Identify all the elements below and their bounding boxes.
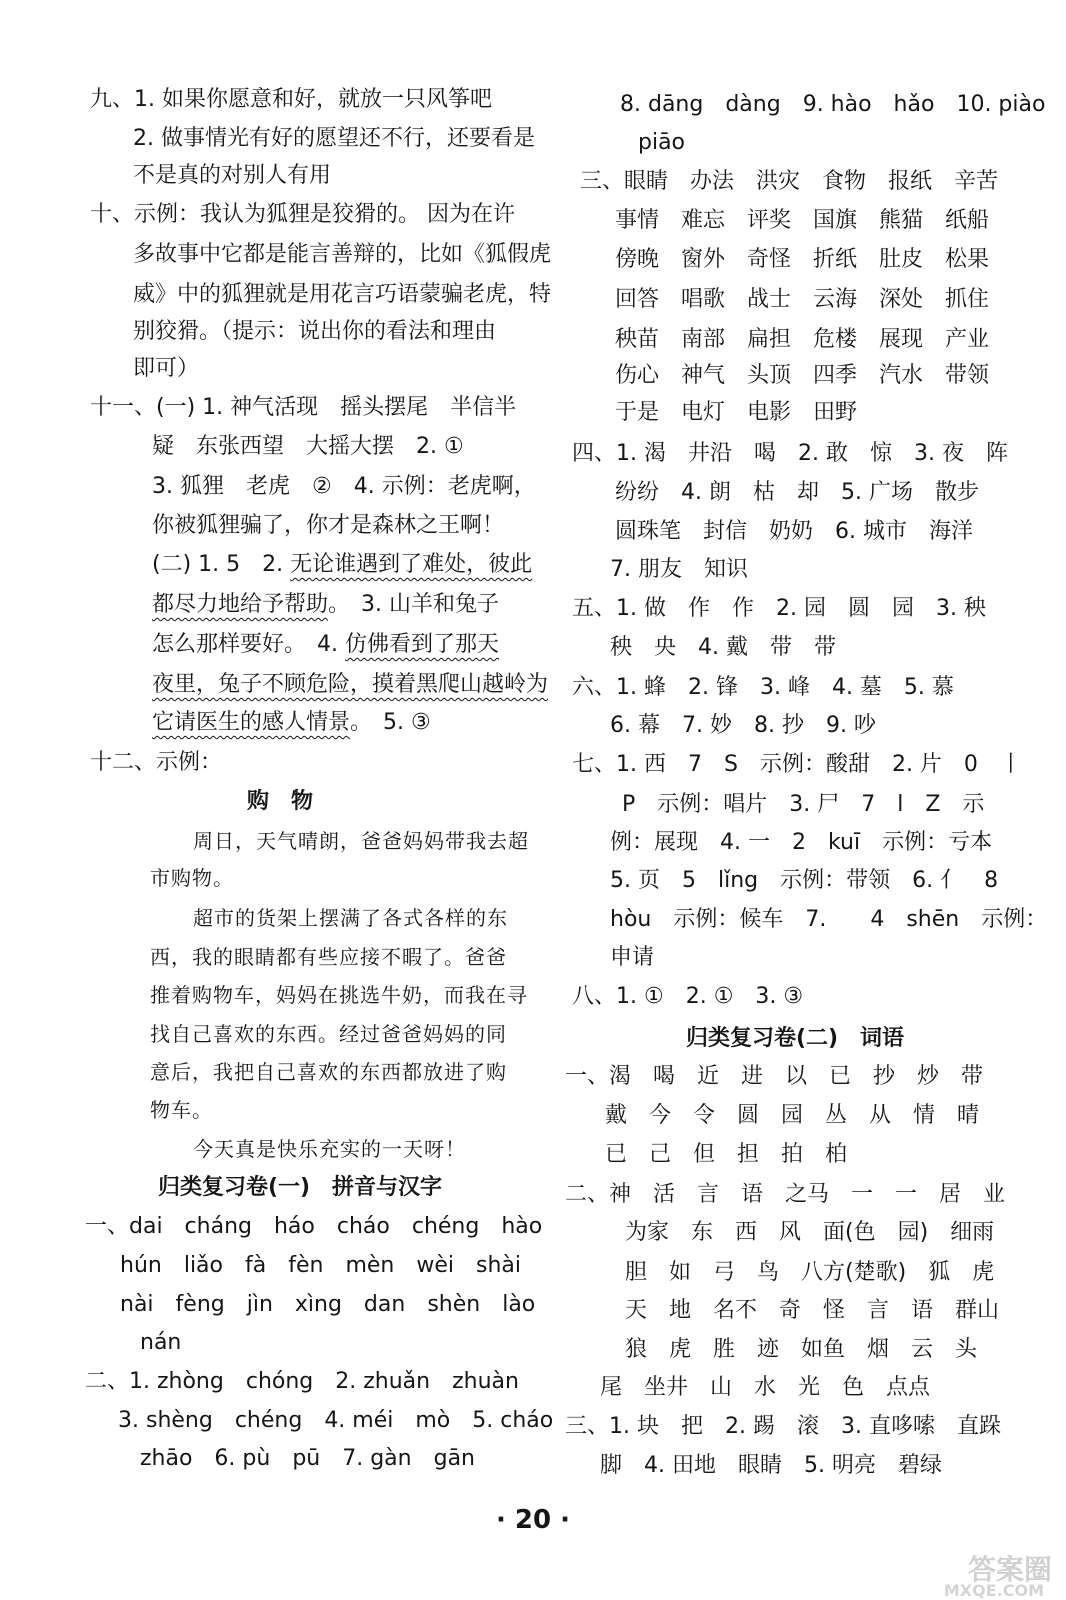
pinyin-answer-1-line1: 一、dai cháng háo cháo chéng hào [85,1214,543,1239]
word-answer-2-line6: 尾 坐井 山 水 光 色 点点 [600,1375,931,1400]
answer-7-line1: 七、1. 西 7 S 示例：酸甜 2. 片 0 丨 [572,752,1022,777]
answer-3-line4: 回答 唱歌 战士 云海 深处 抓住 [615,287,990,312]
answer-11-line6 [152,590,499,620]
answer-3-line1: 三、眼睛 办法 洪灾 食物 报纸 辛苦 [580,169,999,194]
word-answer-3-line1: 三、1. 块 把 2. 踢 滚 3. 直哆嗦 直跺 [565,1414,1001,1439]
pinyin-answer-2-line2: 3. shèng chéng 4. méi mò 5. cháo [118,1408,554,1433]
essay-line: 物车。 [150,1098,213,1122]
answer-7-line4: 5. 页 5 lǐng 示例：带领 6. 亻 8 [610,868,999,893]
answer-3-line5: 秧苗 南部 扁担 危楼 展现 产业 [615,327,990,352]
essay-line: 超市的货架上摆满了各式各样的东 [193,906,508,930]
answer-11-line2: 疑 东张西望 大摇大摆 2. ① [152,434,464,459]
word-answer-2-line5: 狼 虎 胜 迹 如鱼 烟 云 头 [625,1337,978,1362]
answer-8: 八、1. ① 2. ① 3. ③ [572,984,804,1009]
section-title-2: 归类复习卷(二) 词语 [685,1026,905,1051]
pinyin-answer-1-line2: hún liǎo fà fèn mèn wèi shài [120,1253,521,1278]
answer-11-line9 [152,708,431,738]
word-answer-2-line4: 天 地 名不 奇 怪 言 语 群山 [625,1298,1000,1323]
answer-10-line1: 十、示例：我认为狐狸是狡猾的。 因为在许 [90,202,515,227]
watermark-url: MXQE.COM [943,1581,1044,1600]
essay-line: 西，我的眼睛都有些应接不暇了。爸爸 [150,945,507,969]
word-answer-3-line2: 脚 4. 田地 眼睛 5. 明亮 碧绿 [600,1453,942,1478]
answer-4-line1: 四、1. 渴 井沿 喝 2. 敢 惊 3. 夜 阵 [572,441,1008,466]
answer-10-line5: 即可） [133,356,200,381]
answer-3-line7: 于是 电灯 电影 田野 [615,400,858,425]
answer-9-2-line1: 2. 做事情光有好的愿望还不行，还要看是 [133,126,535,151]
word-answer-1-line3: 已 己 但 担 拍 柏 [605,1142,848,1167]
essay-line: 意后，我把自己喜欢的东西都放进了购 [150,1060,507,1084]
pinyin-answer-1-line4: nán [140,1330,182,1355]
essay-line: 市购物。 [150,866,234,890]
answer-11-line3: 3. 狐狸 老虎 ② 4. 示例：老虎啊， [152,474,536,499]
answer-5-line1: 五、1. 做 作 作 2. 园 圆 园 3. 秧 [572,596,986,621]
answer-11-line1: 十一、(一) 1. 神气活现 摇头摆尾 半信半 [90,395,517,420]
answer-3-line2: 事情 难忘 评奖 国旗 熊猫 纸船 [615,208,990,233]
underlined-sentence-2c: 它请医生的感人情景 [152,710,351,735]
watermark-logo: 答案圈 [967,1553,1052,1586]
answer-7-line3: 例：展现 4. 一 2 kuī 示例：亏本 [610,830,993,855]
answer-6-line2: 6. 幕 7. 妙 8. 抄 9. 吵 [610,713,876,738]
word-answer-1-line1: 一、渴 喝 近 进 以 已 抄 炒 带 [565,1064,984,1089]
answer-10-line3: 威》中的狐狸就是用花言巧语蒙骗老虎，特 [133,282,552,307]
essay-line: 今天真是快乐充实的一天呀！ [193,1137,466,1161]
answer-11-line8 [152,670,548,700]
section-title-1: 归类复习卷(一) 拼音与汉字 [157,1175,443,1200]
pinyin-answer-2-line1: 二、1. zhòng chóng 2. zhuǎn zhuàn [85,1369,519,1394]
essay-line: 周日，天气晴朗，爸爸妈妈带我去超 [193,829,529,853]
answer-9-1: 九、1. 如果你愿意和好，就放一只风筝吧 [90,87,492,112]
answer-7-line2: P 示例：唱片 3. 尸 7 l Z 示 [622,792,985,817]
answer-11-line7 [152,630,499,660]
essay-line: 推着购物车，妈妈在挑选牛奶，而我在寻 [150,983,528,1007]
answer-6-line1: 六、1. 蜂 2. 锋 3. 峰 4. 墓 5. 慕 [572,675,954,700]
answer-11-part2-q3b: 怎么那样要好。 4. [152,632,345,657]
answer-10-line4: 别狡猾。（提示：说出你的看法和理由 [133,319,497,344]
word-answer-2-line3: 胆 如 弓 鸟 八方(楚歌) 狐 虎 [625,1260,995,1285]
pinyin-answer-1-line3: nài fèng jìn xìng dan shèn lào [120,1292,536,1317]
answer-11-line4: 你被狐狸骗了，你才是森林之王啊！ [152,513,505,538]
essay-line: 找自己喜欢的东西。经过爸爸妈妈的同 [150,1022,507,1046]
answer-3-line6: 伤心 神气 头顶 四季 汽水 带领 [615,363,990,388]
word-answer-2-line1: 二、神 活 言 语 之马 一 一 居 业 [565,1182,1006,1207]
underlined-sentence-2b: 夜里，兔子不顾危险，摸着黑爬山越岭为 [152,672,549,697]
essay-title: 购 物 [246,788,313,814]
pinyin-answer-2-line3: zhāo 6. pù pū 7. gàn gān [140,1446,475,1471]
answer-11-part2-q3: 。 3. 山羊和兔子 [328,592,499,617]
answer-11-part2-q5: 。 5. ③ [350,710,431,735]
answer-11-line5 [152,550,532,580]
underlined-sentence-1a: 无论谁遇到了难处，彼此 [290,552,533,577]
underlined-sentence-1b: 都尽力地给予帮助 [152,592,329,617]
answer-9-2-line2: 不是真的对别人有用 [133,163,332,188]
underlined-sentence-2a: 仿佛看到了那天 [344,632,499,657]
answer-4-line4: 7. 朋友 知识 [610,557,748,582]
answer-10-line2: 多故事中它都是能言善辩的，比如《狐假虎 [133,242,552,267]
answer-3-line3: 傍晚 窗外 奇怪 折纸 肚皮 松果 [615,247,990,272]
word-answer-1-line2: 戴 今 令 圆 园 丛 从 情 晴 [605,1103,980,1128]
answer-11-part2-label: (二) 1. 5 2. [152,552,291,577]
word-answer-2-line2: 为家 东 西 风 面(色 园) 细雨 [625,1220,995,1245]
answer-7-line6: 申请 [610,945,655,970]
pinyin-answer-2-line5: piāo [638,130,686,155]
answer-5-line2: 秧 央 4. 戴 带 带 [610,635,836,660]
pinyin-answer-2-line4: 8. dāng dàng 9. hào hǎo 10. piào [620,92,1046,117]
answer-4-line2: 纷纷 4. 朗 枯 却 5. 广场 散步 [615,480,979,505]
answer-12-label: 十二、示例： [90,750,223,775]
answer-4-line3: 圆珠笔 封信 奶奶 6. 城市 海洋 [615,519,973,544]
answer-7-line5: hòu 示例：候车 7. 4 shēn 示例： [610,907,1048,932]
page-number: · 20 · [495,1505,571,1535]
